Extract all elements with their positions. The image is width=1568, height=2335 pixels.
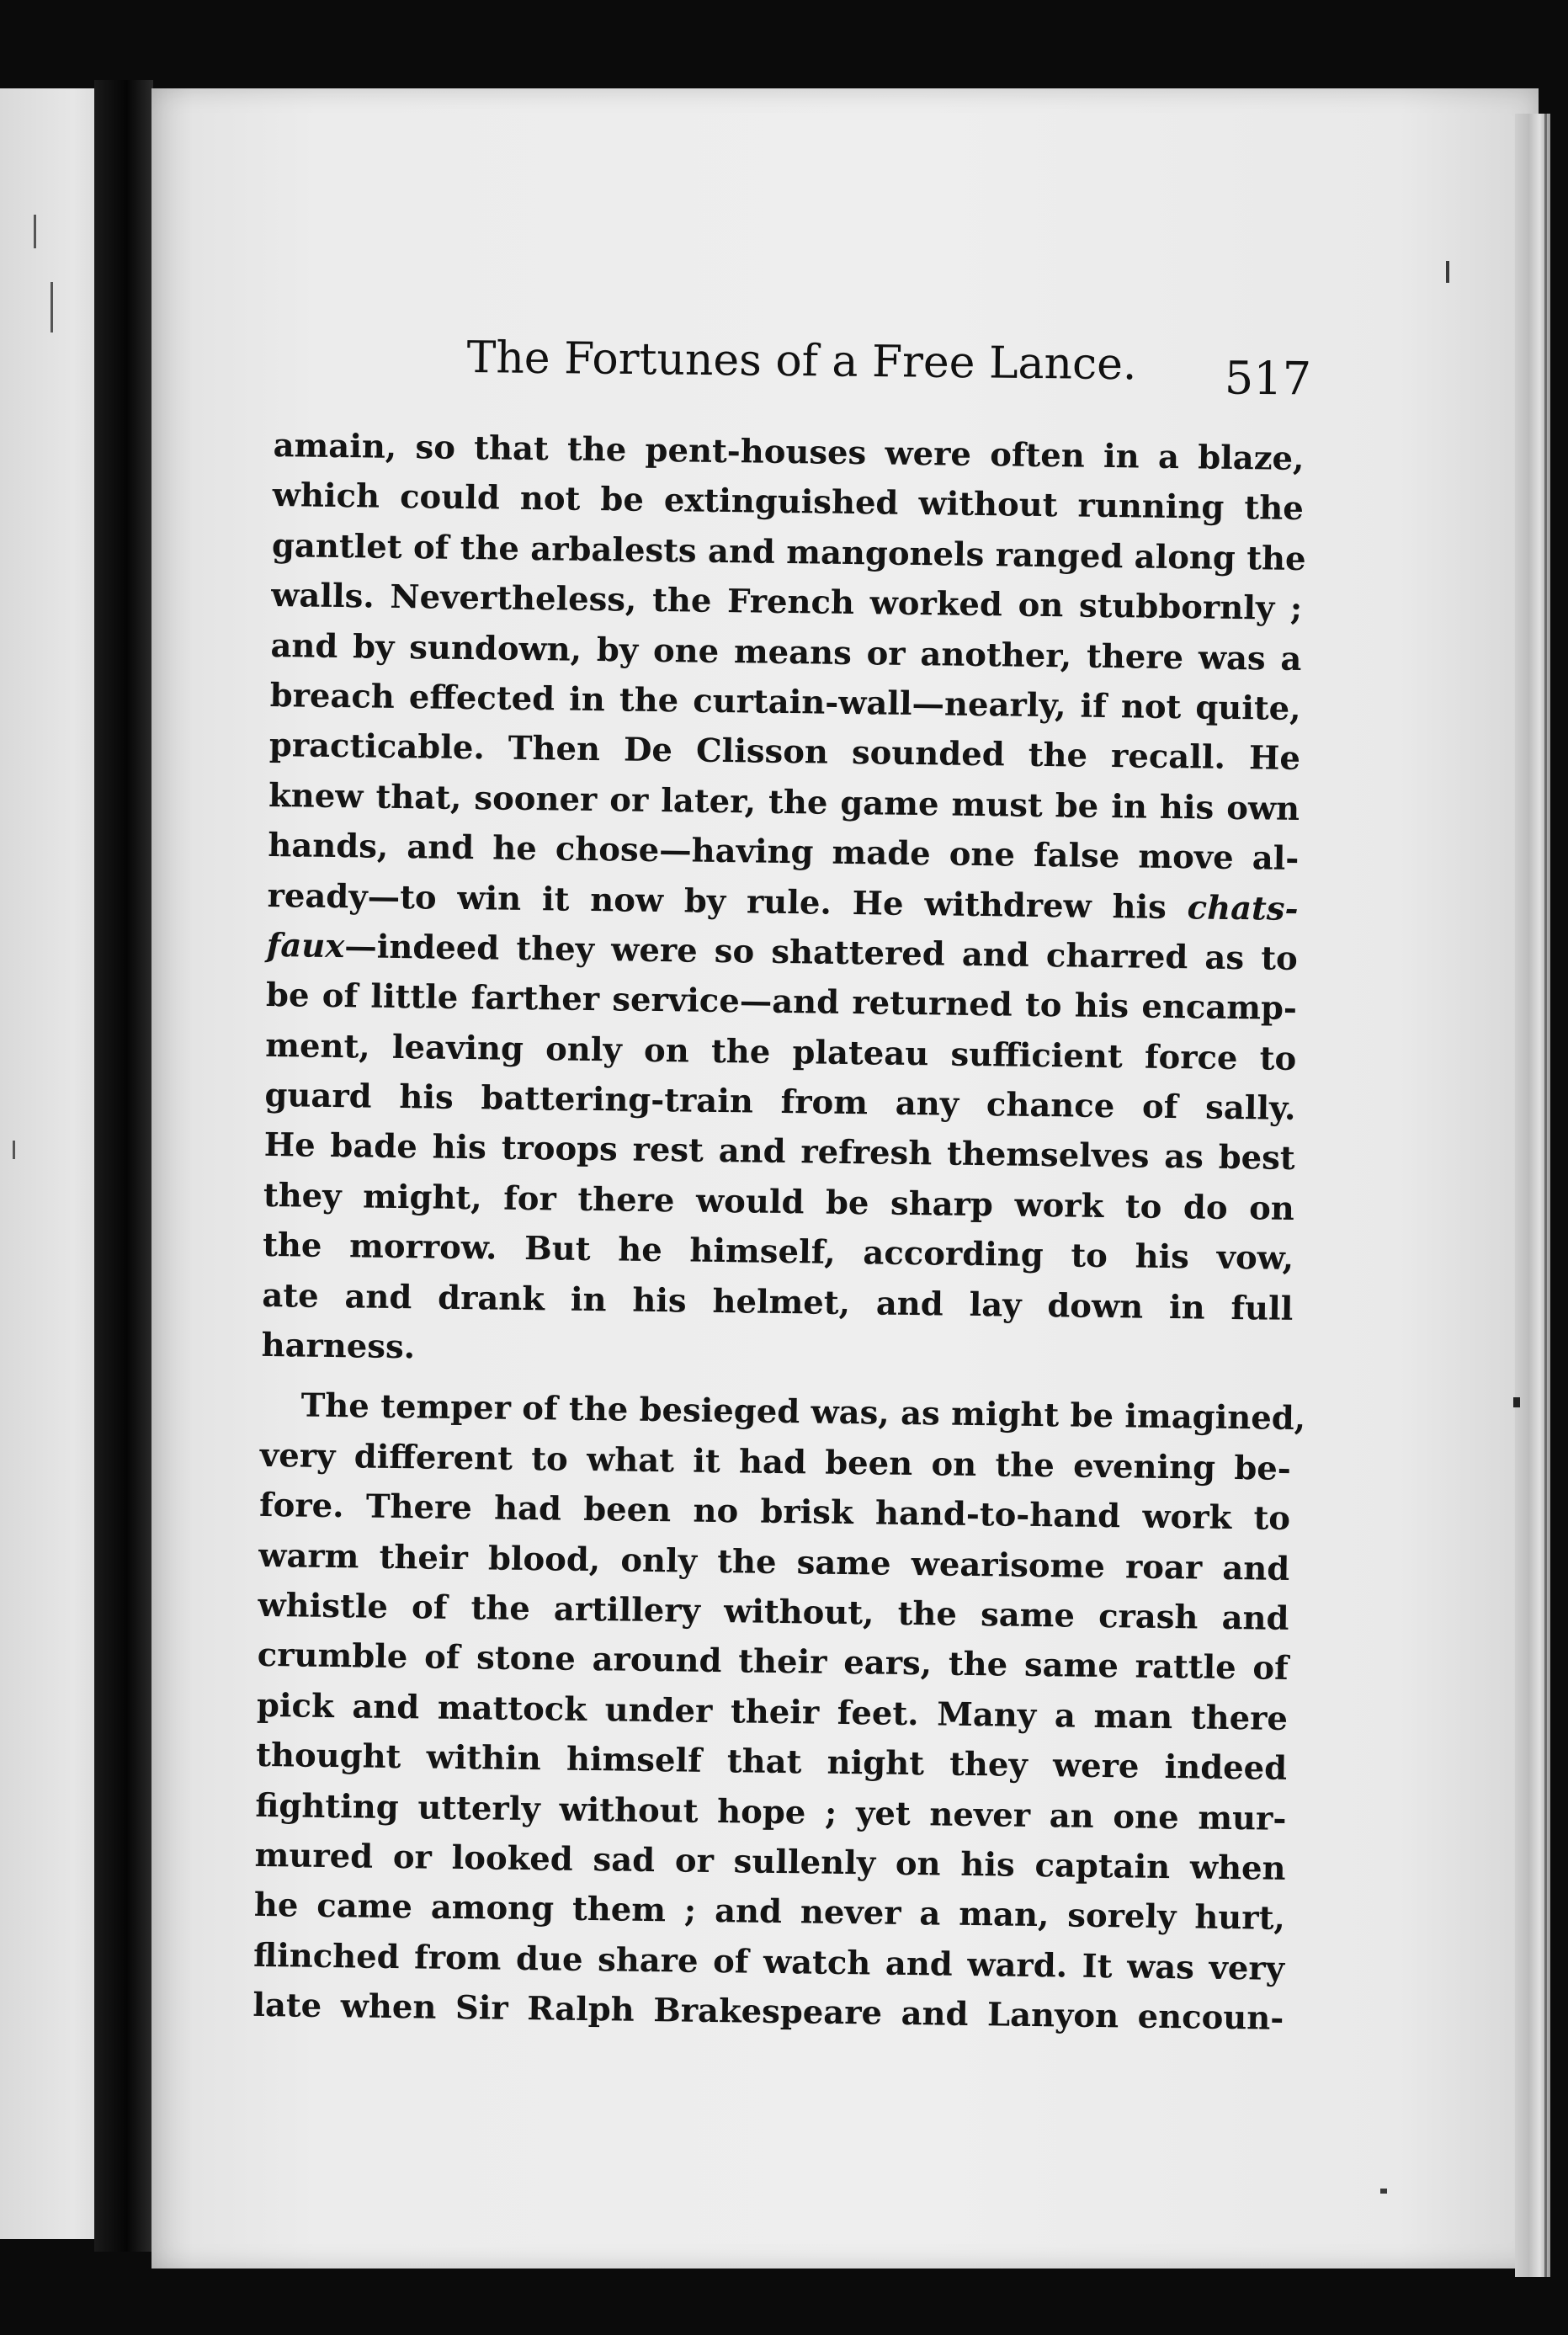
italic-word: chats- <box>1187 888 1299 928</box>
body-text <box>252 421 1305 2044</box>
text-line: be of little farther service—and returned to his encamp- <box>265 976 1298 1029</box>
text-line: fighting utterly without hope ; yet never an one mur- <box>255 1786 1287 1838</box>
text-line: late when Sir Ralph Brakespeare and Lanyon encoun- <box>252 1986 1284 2038</box>
text-line: he came among them ; and never a man, sorely hurt, <box>253 1886 1286 1939</box>
text-line: The temper of the besieged was, as might be imagined, <box>300 1386 1306 1439</box>
text-line: thought within himself that night they were indeed <box>255 1737 1288 1789</box>
running-head-title: The Fortunes of a Free Lance. <box>466 332 1137 391</box>
text-line: they might, for there would be sharp work to do on <box>263 1176 1295 1228</box>
page-number: 517 <box>1224 351 1312 406</box>
text-line: and by sundown, by one means or another, there was a <box>270 626 1302 678</box>
text-line: crumble of stone around their ears, the same rattle of <box>257 1636 1289 1689</box>
text-line: very different to what it had been on the evening be- <box>259 1436 1292 1488</box>
text-line: ate and drank in his helmet, and lay down in full <box>262 1276 1294 1328</box>
text-line: fore. There had been no brisk hand-to-hand work to <box>258 1487 1291 1539</box>
text-line: knew that, sooner or later, the game must be in his own <box>268 776 1300 828</box>
text-line: flinched from due share of watch and ward. It was very <box>252 1936 1285 1988</box>
text-line: breach effected in the curtain-wall—nearly, if not quite, <box>269 676 1301 728</box>
text-line: walls. Nevertheless, the French worked on stubbornly ; <box>270 577 1303 629</box>
text-line: He bade his troops rest and refresh themselves as best <box>263 1126 1295 1178</box>
text-line: hands, and he chose—having made one false move al- <box>268 827 1300 879</box>
text-line: practicable. Then De Clisson sounded the recall. He <box>268 726 1301 779</box>
scan-speck <box>1380 2189 1387 2194</box>
text-line: guard his battering-train from any chance of sally. <box>264 1077 1296 1129</box>
scan-speck <box>1513 1397 1520 1407</box>
text-run: ready—to win it now by rule. He withdrew his <box>267 876 1188 927</box>
book-gutter-shadow <box>94 80 153 2252</box>
scan-speck <box>1446 261 1449 283</box>
text-line: mured or looked sad or sullenly on his captain when <box>254 1836 1286 1888</box>
text-run: —indeed they were so shattered and charred as to <box>343 928 1299 978</box>
text-line: harness. <box>261 1326 416 1367</box>
text-line: pick and mattock under their feet. Many a man there <box>256 1686 1289 1738</box>
text-line: warm their blood, only the same wearisome roar and <box>258 1536 1290 1588</box>
text-line: amain, so that the pent-houses were often in a blaze, <box>273 426 1305 479</box>
italic-word: faux <box>266 926 345 966</box>
page-stack-edge <box>1515 114 1550 2277</box>
text-line: the morrow. But he himself, according to his vow, <box>262 1226 1294 1279</box>
text-line: whistle of the artillery without, the same crash and <box>258 1586 1289 1638</box>
text-line: ment, leaving only on the plateau sufficient force to <box>264 1026 1297 1078</box>
text-line: gantlet of the arbalests and mangonels ranged along the <box>271 526 1306 578</box>
text-line: which could not be extinguished without running the <box>272 476 1305 529</box>
